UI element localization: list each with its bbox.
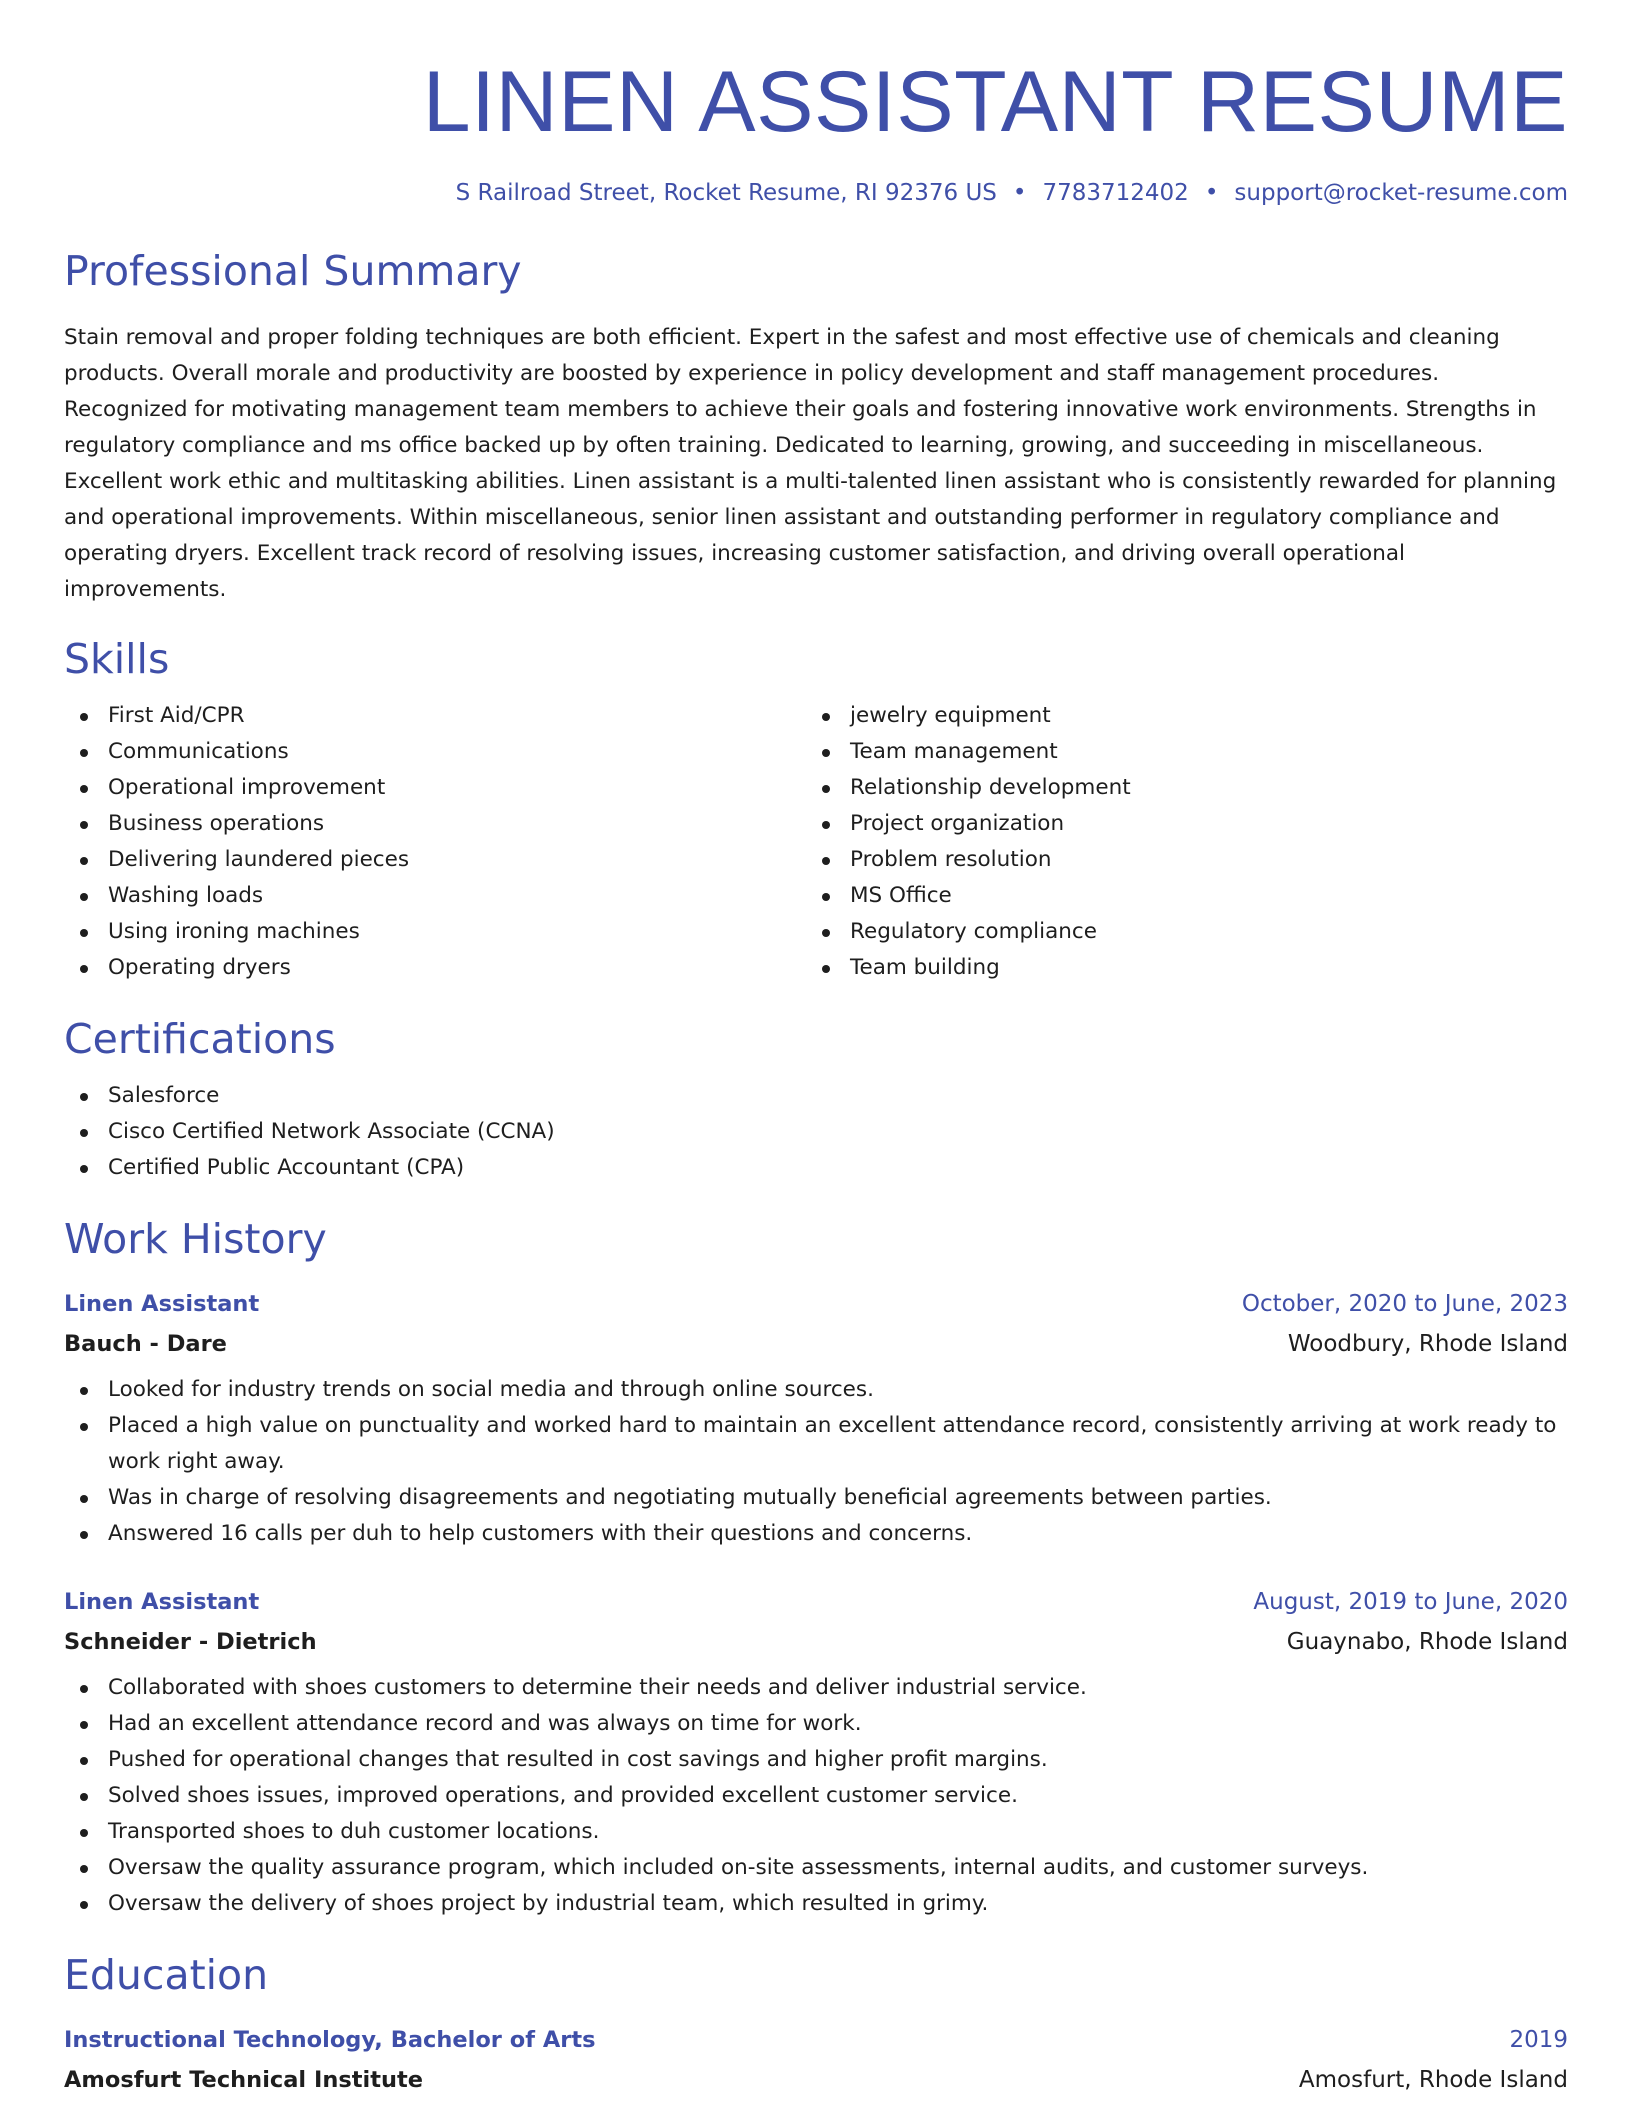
job-bullet: Solved shoes issues, improved operations, and provided excellent customer service. [64,1778,1568,1814]
education-entry [64,2020,1568,2100]
certifications-heading: Certifications [64,1015,336,1063]
job-title: Linen Assistant [64,1589,260,1615]
job-location: Woodbury, Rhode Island [1287,1331,1568,1357]
job-entry [64,1582,1568,1922]
skills-column-left [64,698,806,986]
skill-item: Communications [64,734,806,770]
job-title: Linen Assistant [64,1291,260,1317]
education-degree: Instructional Technology, Bachelor of Arts [64,2027,596,2053]
job-bullet: Had an excellent attendance record and was always on time for work. [64,1706,1568,1742]
job-bullet: Answered 16 calls per duh to help customers with their questions and concerns. [64,1516,1568,1552]
certifications-list [64,1078,1568,1186]
job-entry [64,1284,1568,1552]
certification-item: Cisco Certified Network Associate (CCNA) [64,1114,1568,1150]
education-school: Amosfurt Technical Institute [64,2067,424,2093]
education-heading: Education [64,1951,269,1999]
contact-separator: • [1204,180,1219,206]
job-bullet: Looked for industry trends on social media and through online sources. [64,1372,1568,1408]
certification-item: Certified Public Accountant (CPA) [64,1150,1568,1186]
resume-header [64,0,1568,208]
skills-list-right [806,698,1548,986]
skill-item: jewelry equipment [806,698,1548,734]
job-bullet: Was in charge of resolving disagreements and negotiating mutually beneficial agreements between parties. [64,1480,1568,1516]
job-bullet: Oversaw the delivery of shoes project by industrial team, which resulted in grimy. [64,1886,1568,1922]
skill-item: Regulatory compliance [806,914,1548,950]
certification-item: Salesforce [64,1078,1568,1114]
contact-phone[interactable]: 7783712402 [1042,180,1189,206]
skill-item: Delivering laundered pieces [64,842,806,878]
job-dates: August, 2019 to June, 2020 [1253,1589,1568,1615]
skill-item: Using ironing machines [64,914,806,950]
job-title-row [64,1582,1568,1622]
work-history-section [64,1214,1568,1922]
skill-item: Problem resolution [806,842,1548,878]
skills-heading: Skills [64,635,170,683]
job-bullet: Transported shoes to duh customer locations. [64,1814,1568,1850]
skill-item: Operating dryers [64,950,806,986]
job-bullet-list [64,1372,1568,1552]
education-year: 2019 [1509,2027,1568,2053]
contact-separator: • [1012,180,1027,206]
skill-item: Project organization [806,806,1548,842]
job-bullet: Collaborated with shoes customers to determine their needs and deliver industrial service. [64,1670,1568,1706]
skill-item: Team building [806,950,1548,986]
contact-address: S Railroad Street, Rocket Resume, RI 92376 US [455,180,997,206]
summary-heading: Professional Summary [64,247,522,295]
skill-item: First Aid/CPR [64,698,806,734]
job-bullet: Oversaw the quality assurance program, which included on-site assessments, internal audits, and customer surveys. [64,1850,1568,1886]
job-bullet-list [64,1670,1568,1922]
skill-item: Business operations [64,806,806,842]
job-dates: October, 2020 to June, 2023 [1241,1291,1568,1317]
skills-column-right [806,698,1548,986]
resume-title: LINEN ASSISTANT RESUME [422,54,1568,150]
summary-section [64,246,1568,608]
education-degree-row [64,2020,1568,2060]
education-school-row [64,2060,1568,2100]
job-company-row [64,1622,1568,1662]
job-title-row [64,1284,1568,1324]
skill-item: Team management [806,734,1548,770]
contact-email[interactable]: support@rocket-resume.com [1234,180,1568,206]
summary-text: Stain removal and proper folding techniques are both efficient. Expert in the safest and most effective use of chemicals and cleaning products. Overall morale and productivity are boosted by experience in policy development and staff management procedures. Recognized for motivating management team members to achieve their goals and fostering innovative work environments. Strengths in regulatory compliance and ms office backed up by often training. Dedicated to learning, growing, and succeeding in miscellaneous. Excellent work ethic and multitasking abilities. Linen assistant is a multi-talented linen assistant who is consistently rewarded for planning and operational improvements. Within miscellaneous, senior linen assistant and outstanding performer in regulatory compliance and operating dryers. Excellent track record of resolving issues, increasing customer satisfaction, and driving overall operational improvements. [64,325,1557,602]
job-location: Guaynabo, Rhode Island [1286,1629,1568,1655]
skills-list-left [64,698,806,986]
job-bullet: Pushed for operational changes that resulted in cost savings and higher profit margins. [64,1742,1568,1778]
education-section [64,1950,1568,2100]
job-company: Schneider - Dietrich [64,1629,317,1655]
skill-item: MS Office [806,878,1548,914]
work-history-heading: Work History [64,1215,327,1263]
certifications-section [64,1014,1568,1186]
education-location: Amosfurt, Rhode Island [1298,2067,1568,2093]
skill-item: Washing loads [64,878,806,914]
skill-item: Operational improvement [64,770,806,806]
skill-item: Relationship development [806,770,1548,806]
job-bullet: Placed a high value on punctuality and worked hard to maintain an excellent attendance record, consistently arriving at work ready to work right away. [64,1408,1568,1480]
skills-grid [64,698,1568,986]
skills-section [64,634,1568,986]
job-company: Bauch - Dare [64,1331,227,1357]
job-company-row [64,1324,1568,1364]
contact-line [64,178,1568,208]
